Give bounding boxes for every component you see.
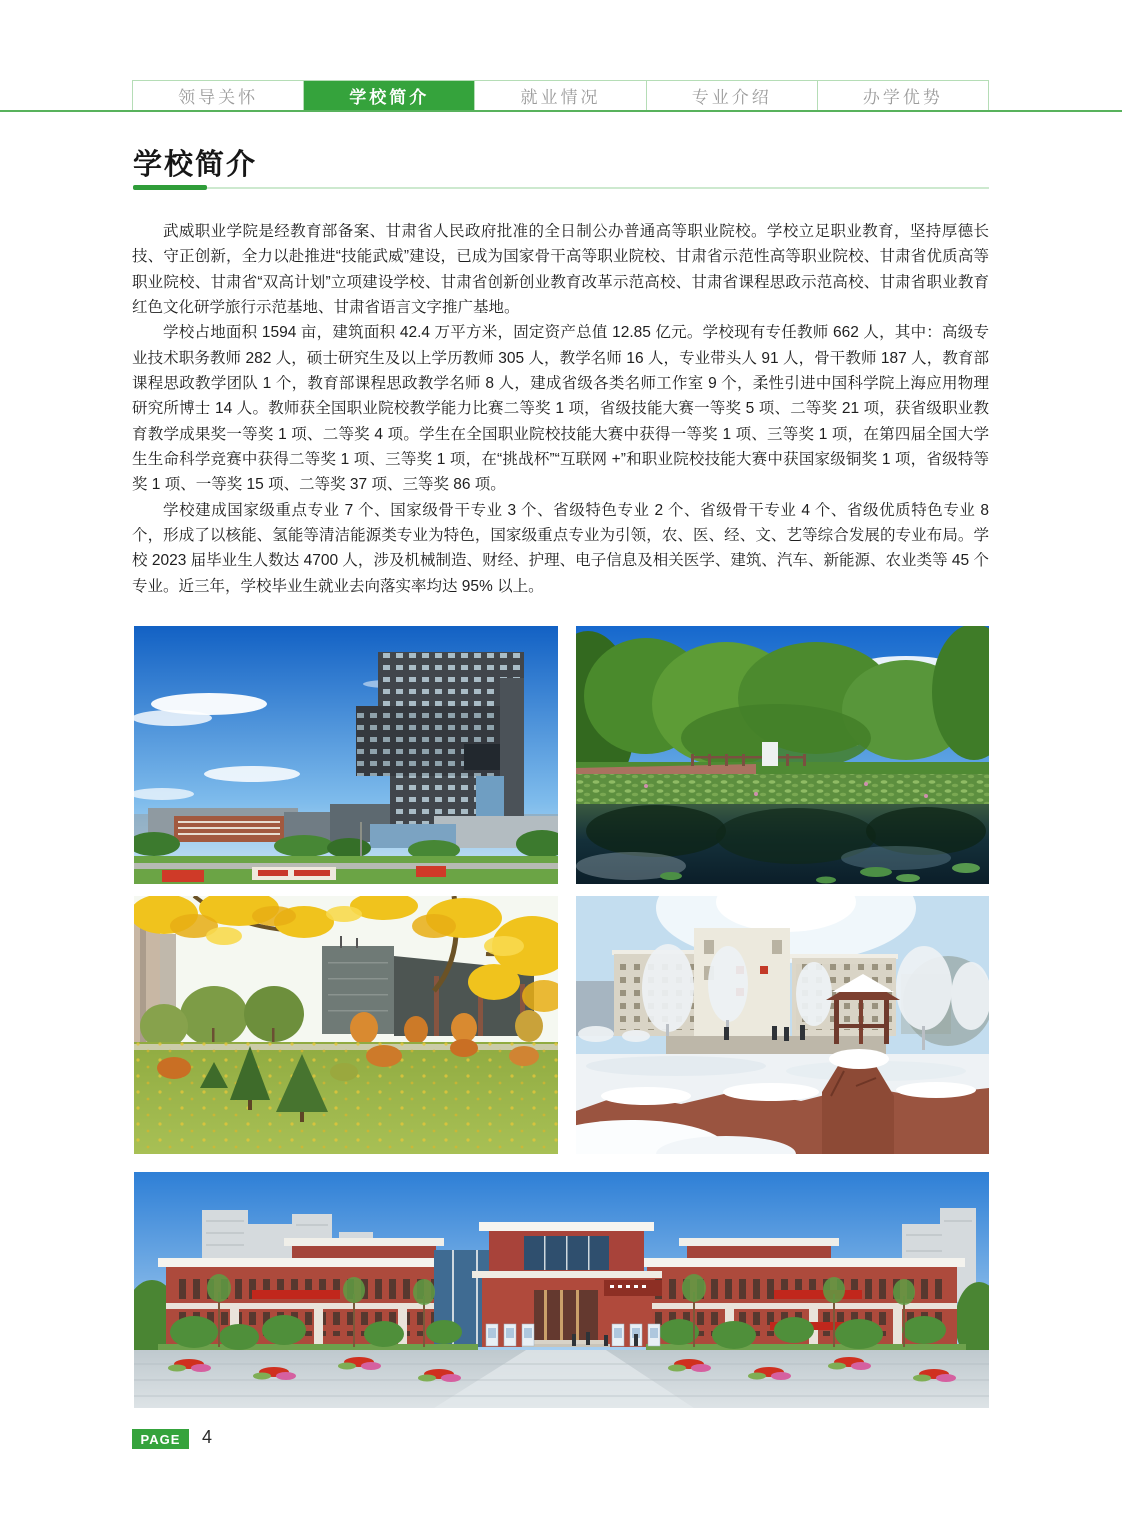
tab-advantages[interactable]: 办学优势 (817, 81, 988, 110)
tab-majors[interactable]: 专业介绍 (646, 81, 817, 110)
campus-autumn-lawn-photo (134, 896, 558, 1154)
top-nav (132, 80, 989, 111)
campus-lotus-pond-photo (576, 626, 989, 884)
paragraph: 学校建成国家级重点专业 7 个、国家级骨干专业 3 个、省级特色专业 2 个、省级骨干专业 4 个、省级优质特色专业 8 个，形成了以核能、氢能等清洁能源类专业为特色，国家级重点专业为引领，农、医、经、文、艺等综合发展的专业布局。学校 2023 届毕业生人数达 4700 人，涉及机械制造、财经、护理、电子信息及相关医学、建筑、汽车、新能源、农业类等 45 个专业。近三年，学校毕业生就业去向落实率均达 95% 以上。 (132, 501, 989, 595)
title-accent-bar (133, 185, 207, 190)
campus-main-tower-photo (134, 626, 558, 884)
tab-employment[interactable]: 就业情况 (474, 81, 645, 110)
tab-school-intro[interactable]: 学校简介 (303, 81, 474, 110)
campus-winter-snow-photo (576, 896, 989, 1154)
nav-bottom-rule (0, 110, 1122, 112)
paragraph: 学校占地面积 1594 亩，建筑面积 42.4 万平方米，固定资产总值 12.85 亿元。学校现有专任教师 662 人，其中：高级专业技术职务教师 282 人，硕士研究生及以上学历教师 305 人，教学名师 16 人，专业带头人 91 人，骨干教师 187 人，教育部课程思政教学团队 1 个，教育部课程思政教学名师 8 人，建成省级各类名师工作室 9 个，柔性引进中国科学院上海应用物理研究所博士 14 人。教师获全国职业院校教学能力比赛二等奖 1 项，省级技能大赛一等奖 5 项、二等奖 21 项，获省级职业教育教学成果奖一等奖 1 项、二等奖 4 项。学生在全国职业院校技能大赛中获得一等奖 1 项、三等奖 1 项，在第四届全国大学生生命科学竞赛中获得二等奖 1 项、三等奖 1 项，在“挑战杯”“互联网 +”和职业院校技能大赛中获国家级铜奖 1 项，省级特等奖 1 项、一等奖 15 项、二等奖 37 项、三等奖 86 项。 (132, 324, 989, 494)
title-underline (207, 187, 989, 189)
paragraph: 武威职业学院是经教育部备案、甘肃省人民政府批准的全日制公办普通高等职业院校。学校立足职业教育，坚持厚德长技、守正创新，全力以赴推进“技能武威”建设，已成为国家骨干高等职业院校、甘肃省示范性高等职业院校、甘肃省优质高等职业院校、甘肃省“双高计划”立项建设学校、甘肃省创新创业教育改革示范高校、甘肃省课程思政示范高校、甘肃省职业教育红色文化研学旅行示范基地、甘肃省语言文字推广基地。 (132, 223, 989, 317)
page-title: 学校简介 (133, 149, 258, 181)
page-label-badge: PAGE (132, 1429, 189, 1449)
tab-leadership[interactable]: 领导关怀 (178, 88, 259, 107)
article-body (132, 219, 989, 599)
page-number: 4 (202, 1427, 213, 1447)
campus-front-plaza-photo (134, 1172, 989, 1408)
